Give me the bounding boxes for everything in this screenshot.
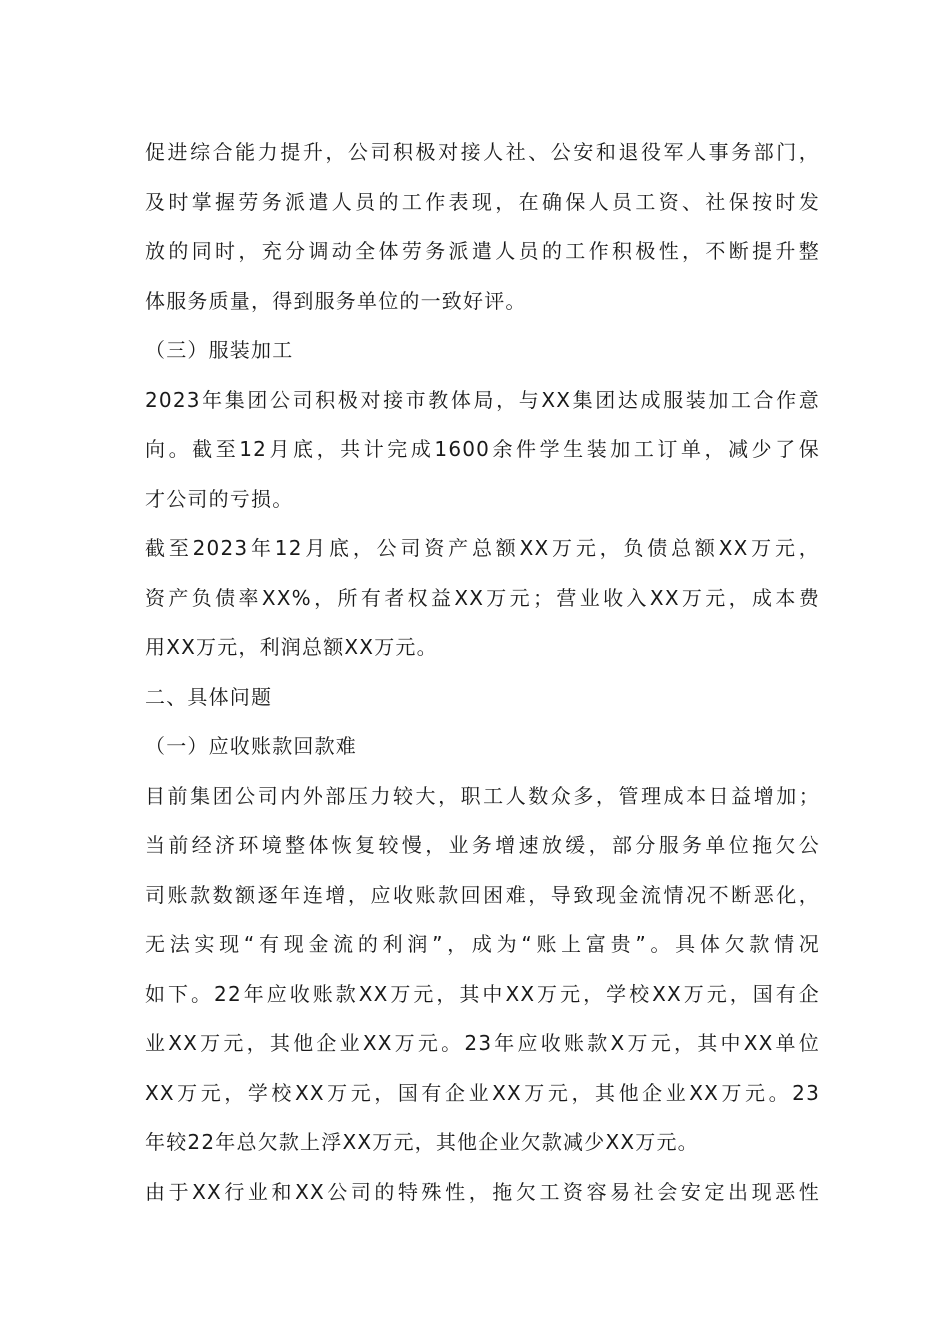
text-line: 2023年集团公司积极对接市教体局，与XX集团达成服装加工合作意 xyxy=(145,387,820,412)
text-line: 当前经济环境整体恢复较慢，业务增速放缓，部分服务单位拖欠公 xyxy=(145,833,820,857)
text-line: 体服务质量，得到服务单位的一致好评。 xyxy=(145,288,527,313)
text-line: 司账款数额逐年连增，应收账款回困难，导致现金流情况不断恶化， xyxy=(145,882,820,907)
text-line: 才公司的亏损。 xyxy=(145,486,294,511)
text-line: （三）服装加工 xyxy=(145,338,294,362)
text-line: 资产负债率XX%，所有者权益XX万元；营业收入XX万元，成本费 xyxy=(145,585,820,610)
text-line: 向。截至12月底，共计完成1600余件学生装加工订单，减少了保 xyxy=(145,437,820,461)
text-line: 截至2023年12月底，公司资产总额XX万元，负债总额XX万元， xyxy=(145,536,820,560)
text-line: （一）应收账款回款难 xyxy=(145,734,357,758)
document-body xyxy=(145,128,820,1217)
text-line: 年较22年总欠款上浮XX万元，其他企业欠款减少XX万元。 xyxy=(145,1130,699,1154)
text-line: 目前集团公司内外部压力较大，职工人数众多，管理成本日益增加； xyxy=(145,783,820,808)
text-line: 及时掌握劳务派遣人员的工作表现，在确保人员工资、社保按时发 xyxy=(145,189,820,214)
text-line: 二、具体问题 xyxy=(145,684,273,709)
text-line: 无法实现“有现金流的利润”，成为“账上富贵”。具体欠款情况 xyxy=(145,932,820,956)
text-line: 用XX万元，利润总额XX万元。 xyxy=(145,635,438,659)
text-line: 促进综合能力提升，公司积极对接人社、公安和退役军人事务部门， xyxy=(145,140,820,164)
text-line: 业XX万元，其他企业XX万元。23年应收账款X万元，其中XX单位 xyxy=(145,1031,820,1055)
text-line: 由于XX行业和XX公司的特殊性，拖欠工资容易社会安定出现恶性 xyxy=(145,1179,820,1204)
text-line: XX万元，学校XX万元，国有企业XX万元，其他企业XX万元。23 xyxy=(145,1080,820,1105)
text-line: 如下。22年应收账款XX万元，其中XX万元，学校XX万元，国有企 xyxy=(145,981,820,1006)
text-line: 放的同时，充分调动全体劳务派遣人员的工作积极性，不断提升整 xyxy=(145,239,820,263)
